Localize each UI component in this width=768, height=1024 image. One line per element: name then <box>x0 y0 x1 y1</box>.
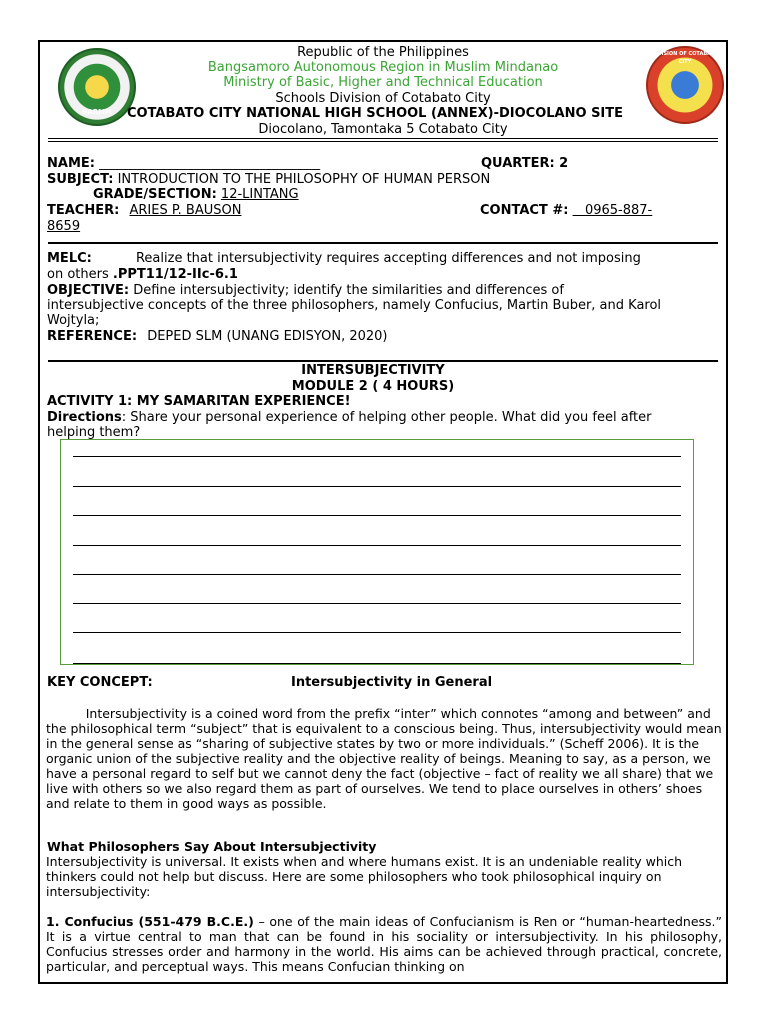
grade-value: 12-LINTANG <box>220 187 299 202</box>
name-field[interactable]: __________________________________ <box>99 156 321 171</box>
right-seal-text: DIVISION OF COTABATO CITY <box>651 51 719 65</box>
directions-text-2: helping them? <box>47 425 141 440</box>
subject-value: INTRODUCTION TO THE PHILOSOPHY OF HUMAN PERSON <box>117 172 491 187</box>
directions-row <box>47 410 651 426</box>
header-address: Diocolano, Tamontaka 5 Cotabato City <box>258 122 508 137</box>
reference-label: REFERENCE: <box>47 329 138 344</box>
answer-line[interactable] <box>73 486 681 487</box>
key-concept-title: Intersubjectivity in General <box>291 675 493 690</box>
header-divider-bottom <box>48 141 718 142</box>
melc-text: Realize that intersubjectivity requires accepting differences and not imposing <box>135 251 641 266</box>
confucius-paragraph <box>46 899 722 974</box>
directions-label: Directions <box>47 410 122 425</box>
header-school: COTABATO CITY NATIONAL HIGH SCHOOL (ANNEX)-DIOCOLANO SITE <box>126 106 624 121</box>
module-subtitle: MODULE 2 ( 4 HOURS) <box>291 379 455 394</box>
contact-label: CONTACT #: <box>480 203 569 218</box>
teacher-value: ARIES P. BAUSON <box>129 203 242 218</box>
melc-label: MELC: <box>47 251 92 266</box>
melc-row-2 <box>47 267 238 283</box>
activity-title: ACTIVITY 1: MY SAMARITAN EXPERIENCE! <box>47 394 351 409</box>
objective-text-3: Wojtyla; <box>47 313 100 328</box>
objective-text-2: intersubjective concepts of the three philosophers, namely Confucius, Martin Buber, and Karol <box>47 298 662 313</box>
melc-text-2: on others <box>47 267 113 282</box>
quarter-label: QUARTER: 2 <box>481 156 569 171</box>
reference-row <box>47 329 388 345</box>
contact-value-cont: 8659 <box>47 219 81 234</box>
answer-line[interactable] <box>73 574 681 575</box>
objective-row <box>47 283 564 299</box>
left-seal-text: BARMM <box>81 108 113 116</box>
name-label: NAME: <box>47 156 95 171</box>
philosophers-intro: Intersubjectivity is universal. It exists when and where humans exist. It is an undeniable reality which thinkers could not help but discuss. Here are some philosophers who took philosophical inquiry on intersubjectivity: <box>46 854 683 899</box>
answer-line[interactable] <box>73 632 681 633</box>
objective-text: Define intersubjectivity; identify the similarities and differences of <box>133 283 564 298</box>
header-division: Schools Division of Cotabato City <box>275 91 491 106</box>
answer-line[interactable] <box>73 603 681 604</box>
module-page <box>38 40 728 984</box>
reference-divider <box>48 360 718 362</box>
answer-line[interactable] <box>73 456 681 457</box>
contact-row <box>480 203 652 219</box>
answer-line[interactable] <box>73 663 681 664</box>
answer-box[interactable] <box>60 439 694 665</box>
teacher-label: TEACHER: <box>47 203 120 218</box>
grade-row <box>93 187 299 203</box>
answer-line[interactable] <box>73 515 681 516</box>
header-barmm: Bangsamoro Autonomous Region in Muslim Mindanao <box>207 60 559 75</box>
objective-label: OBJECTIVE: <box>47 283 130 298</box>
header-republic: Republic of the Philippines <box>297 45 469 60</box>
confucius-text: – one of the main ideas of Confucianism is Ren or “human-heartedness.” It is a virtue central to man that can be found in his sociality or intersubjectivity. In his philosophy, Confucius stresses order and harmony in the world. His aims can be achieved through practical, concrete, particular, and perceptual ways. This means Confucian thinking on <box>46 914 722 974</box>
info-divider <box>48 242 718 244</box>
name-row <box>47 156 320 172</box>
subject-label: SUBJECT: <box>47 172 114 187</box>
melc-row <box>47 251 723 267</box>
melc-code: .PPT11/12-IIc-6.1 <box>112 267 238 282</box>
key-concept-label: KEY CONCEPT: <box>47 675 153 690</box>
answer-line[interactable] <box>73 545 681 546</box>
module-title: INTERSUBJECTIVITY <box>301 363 445 378</box>
philosophers-heading: What Philosophers Say About Intersubjectivity <box>47 839 377 854</box>
key-concept-paragraph: Intersubjectivity is a coined word from the prefix “inter” which connotes “among and between” and the philosophical term “subject” that is equivalent to a conscious being. Thus, intersubjectivity would mean in the general sense as “sharing of subjective states by two or more individuals.” (Scheff 2006). It is the organic union of the subjective reality and the objective reality of beings. Meaning to say, as a person, we have a personal regard to self but we cannot deny the fact (objective – fact of reality we all share) that we live with others so we also regard them as part of ourselves. We tend to place ourselves in others’ shoes and relate to them in good ways as possible. <box>46 706 726 811</box>
header-ministry: Ministry of Basic, Higher and Technical Education <box>223 75 543 90</box>
reference-text: DEPED SLM (UNANG EDISYON, 2020) <box>147 329 388 344</box>
confucius-label: 1. Confucius (551-479 B.C.E.) <box>46 914 254 929</box>
subject-row <box>47 172 490 188</box>
header-divider-top <box>48 138 718 139</box>
teacher-row <box>47 203 241 219</box>
contact-value: 0965-887- <box>572 203 653 218</box>
directions-text: : Share your personal experience of helping other people. What did you feel after <box>121 410 652 425</box>
grade-label: GRADE/SECTION: <box>93 187 217 202</box>
